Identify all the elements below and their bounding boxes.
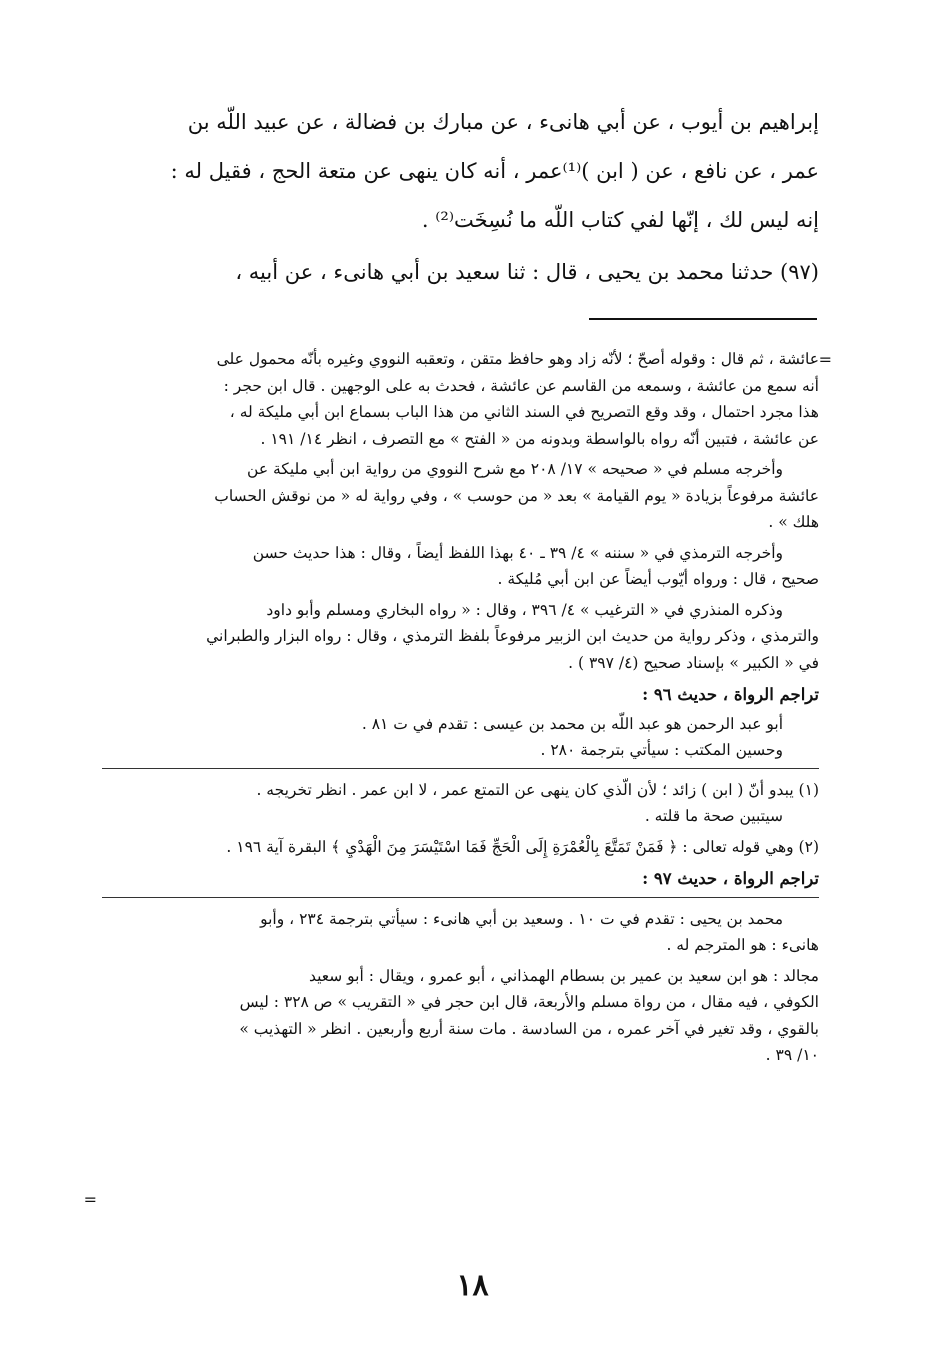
- note-line: سيتبين صحة ما قلته .: [644, 807, 783, 825]
- divider: [102, 897, 819, 898]
- narrators-heading-96: تراجم الرواة ، حديث ٩٦ :: [642, 685, 819, 704]
- note-line: محمد بن يحيى : تقدم في ت ١٠ . وسعيد بن أبي هانىء : سيأتي بترجمة ٢٣٤ ، وأبو: [260, 909, 783, 928]
- note-paragraph: [102, 346, 819, 452]
- narrators-97: [102, 906, 819, 959]
- note-line: ١٠/ ٣٩ .: [765, 1046, 819, 1064]
- narrators-heading-97: تراجم الرواة ، حديث ٩٧ :: [642, 869, 819, 888]
- main-line: إبراهيم بن أيوب ، عن أبي هانىء ، عن مبارك بن فضالة ، عن عبيد اللّه بن: [187, 110, 819, 134]
- note-line: وذكره المنذري في « الترغيب » ٤/ ٣٩٦ ، وقال : « رواه البخاري ومسلم وأبو داود: [266, 600, 783, 619]
- note-line: مجالد : هو ابن سعيد بن عمير بن بسطام الهمذاني ، أبو عمرو ، ويقال : أبو سعيد: [308, 966, 819, 985]
- continuation-mark: =: [83, 1190, 97, 1209]
- note-line: (١) يبدو أنّ ( ابن ) زائد ؛ لأن الّذي كان ينهى عن التمتع عمر ، لا ابن عمر . انظر تخريجه .: [256, 780, 819, 799]
- note-paragraph: [102, 456, 819, 536]
- note-line: عائشة مرفوعاً بزيادة « يوم القيامة » بعد « من حوسب » ، وفي رواية له « من نوقش الحساب: [214, 486, 819, 505]
- footnote-2: (٢) وهي قوله تعالى : ﴿ فَمَنْ تَمَتَّعَ بِالْعُمْرَةِ إِلَى الْحَجِّ فَمَا اسْتَيْسَرَ مِنَ الْهَدْيِ ﴾ البقرة آية ١٩٦ .: [226, 837, 819, 856]
- note-line: عن عائشة ، فتبين أنّه رواه بالواسطة وبدونه من « الفتح » مع التصرف ، انظر ١٤/ ١٩١ .: [260, 429, 819, 448]
- note-line: بالقوي ، وقد تغير في آخر عمره ، من السادسة . مات سنة أربع وأربعين . انظر « التهذيب »: [239, 1019, 819, 1038]
- page-number: ١٨: [456, 1268, 489, 1303]
- note-line: هانىء : هو المترجم له .: [666, 936, 819, 954]
- note-line: وحسين المكتب : سيأتي بترجمة ٢٨٠ .: [540, 741, 783, 759]
- main-line: عمر ، عن نافع ، عن ( ابن )⁽¹⁾عمر ، أنه كان ينهى عن متعة الحج ، فقيل له :: [170, 159, 819, 183]
- footnote-1: [102, 777, 819, 830]
- note-line: وأخرجه الترمذي في « سننه » ٤/ ٣٩ ـ ٤٠ بهذا اللفظ أيضاً ، وقال : هذا حديث حسن: [252, 543, 783, 562]
- narrators-96: [102, 711, 819, 764]
- footnotes: [102, 346, 819, 1073]
- note-line: والترمذي ، وذكر رواية من حديث ابن الزبير مرفوعاً بلفظ الترمذي ، وقال : رواه البزار والطبراني: [206, 627, 819, 645]
- note-line: هذا مجرد احتمال ، وقد وقع التصريح في السند الثاني من هذا الباب بسماع ابن أبي مليكة له ،: [229, 403, 819, 421]
- note-line: هلك » .: [768, 513, 819, 531]
- note-line: أنه سمع من عائشة ، وسمعه من القاسم عن عائشة ، فحدث به على الوجهين . قال ابن حجر :: [223, 376, 819, 395]
- divider: [102, 768, 819, 769]
- hadith-97: (٩٧) حدثنا محمد بن يحيى ، قال : ثنا سعيد بن أبي هانىء ، عن أبيه ،: [235, 260, 819, 284]
- note-paragraph: [102, 597, 819, 677]
- main-text: [104, 98, 819, 245]
- narrators-97-mujalid: [102, 963, 819, 1069]
- note-line: الكوفي ، فيه مقال ، من رواة مسلم والأربعة، قال ابن حجر في « التقريب » ص ٣٢٨ : ليس: [239, 993, 819, 1011]
- note-line: أبو عبد الرحمن هو عبد اللّه بن محمد بن عيسى : تقدم في ت ٨١ .: [361, 714, 783, 733]
- note-paragraph: [102, 540, 819, 593]
- note-line: صحيح ، قال : ورواه أيّوب أيضاً عن ابن أبي مُليكة .: [497, 570, 819, 588]
- footnote-separator: [589, 318, 817, 320]
- note-line: عائشة ، ثم قال : وقوله أصحّ ؛ لأنّه زاد وهو حافظ متقن ، وتعقبه النووي وغيره بأنّه محمول على: [216, 350, 819, 368]
- note-line: وأخرجه مسلم في « صحيحه » ١٧/ ٢٠٨ مع شرح النووي من رواية ابن أبي مليكة عن: [247, 460, 783, 478]
- main-line: إنه ليس لك ، إنّها لفي كتاب اللّه ما نُسِخَت⁽²⁾ .: [421, 208, 819, 232]
- continuation-mark: =: [818, 350, 832, 369]
- note-line: في « الكبير » بإسناد صحيح (٤/ ٣٩٧ ) .: [568, 653, 819, 672]
